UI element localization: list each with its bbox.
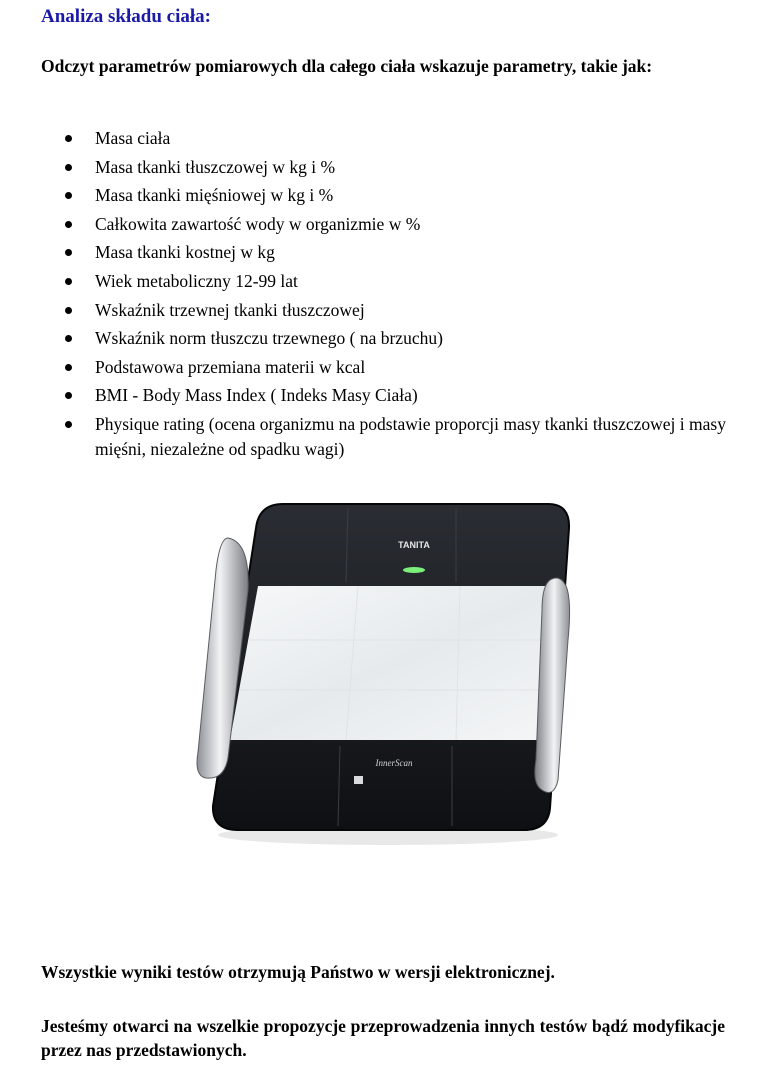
list-item: Masa tkanki mięśniowej w kg i %: [41, 181, 731, 210]
scale-model-label: InnerScan: [375, 758, 413, 768]
list-item: Physique rating (ocena organizmu na podstawie proporcji masy tkanki tłuszczowej i masy mięśni, niezależne od spadku wagi): [41, 410, 731, 462]
parameter-list: [41, 124, 731, 462]
bullet-icon: [65, 278, 72, 285]
intro-paragraph: Odczyt parametrów pomiarowych dla całego ciała wskazuje parametry, takie jak:: [41, 56, 653, 76]
results-note: Wszystkie wyniki testów otrzymują Państwo w wersji elektronicznej.: [41, 962, 555, 982]
list-item: Wskaźnik norm tłuszczu trzewnego ( na brzuchu): [41, 324, 731, 353]
bullet-icon: [65, 392, 72, 399]
bullet-icon: [65, 335, 72, 342]
bullet-icon: [65, 135, 72, 142]
bullet-icon: [65, 221, 72, 228]
list-item: Masa tkanki kostnej w kg: [41, 238, 731, 267]
list-item: Podstawowa przemiana materii w kcal: [41, 353, 731, 382]
section-title: Analiza składu ciała:: [41, 6, 211, 27]
list-item: Wiek metaboliczny 12-99 lat: [41, 267, 731, 296]
list-item: BMI - Body Mass Index ( Indeks Masy Ciała): [41, 381, 731, 410]
scale-badge-icon: [354, 776, 363, 784]
list-item: Masa tkanki tłuszczowej w kg i %: [41, 153, 731, 182]
bullet-icon: [65, 164, 72, 171]
bullet-icon: [65, 364, 72, 371]
scale-brand-logo: TANITA: [398, 540, 430, 550]
list-item: Całkowita zawartość wody w organizmie w %: [41, 210, 731, 239]
list-item: Masa ciała: [41, 124, 731, 153]
list-item: Wskaźnik trzewnej tkanki tłuszczowej: [41, 296, 731, 325]
proposal-note: Jesteśmy otwarci na wszelkie propozycje przeprowadzenia innych testów bądź modyfikacje przez nas przedstawionych.: [41, 1016, 725, 1060]
body-composition-scale-image: [188, 490, 588, 850]
bullet-icon: [65, 249, 72, 256]
bullet-icon: [65, 307, 72, 314]
bullet-icon: [65, 421, 72, 428]
bullet-icon: [65, 192, 72, 199]
scale-illustration: [188, 490, 588, 850]
